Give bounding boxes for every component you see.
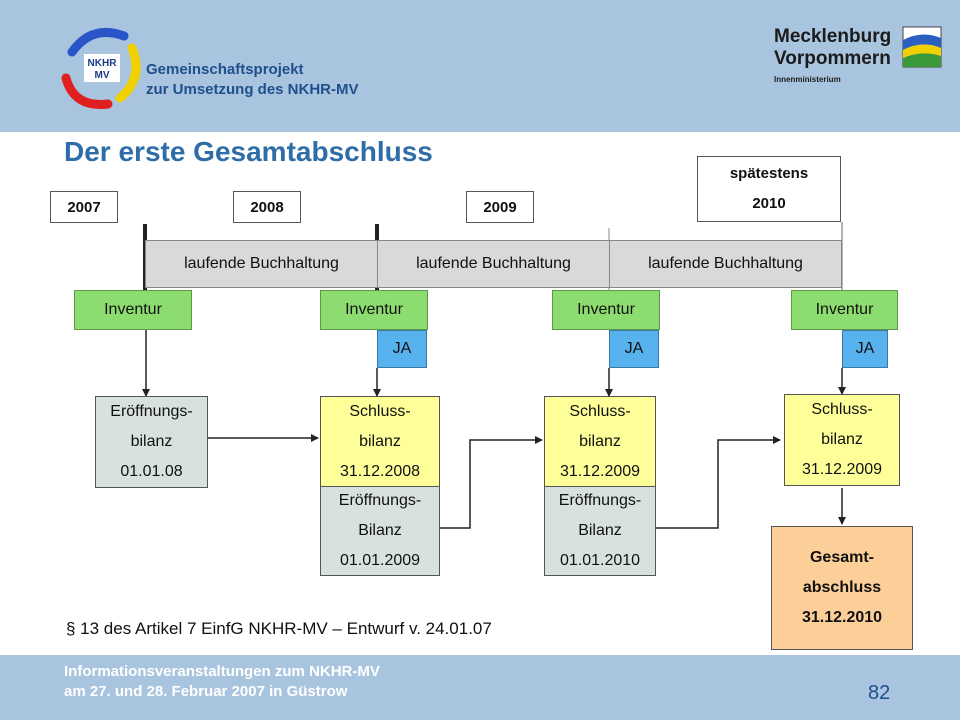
eroeffnung-2010-line1: Eröffnungs- <box>558 492 642 509</box>
schluss-2009-line2: bilanz <box>579 433 621 450</box>
inventur-box-2: Inventur <box>320 290 428 330</box>
footer-caption <box>64 662 380 702</box>
eroeffnung-2009-line3: 01.01.2009 <box>339 552 421 569</box>
inventur-box-4: Inventur <box>791 290 898 330</box>
schlussbilanz-final <box>784 394 900 486</box>
arrow-2009-to-schluss-2009 <box>440 440 542 528</box>
schlussbilanz-2008 <box>320 396 440 488</box>
gesamtabschluss-box <box>771 526 913 650</box>
logo-text-line1: NKHR <box>87 58 117 69</box>
eroeffnungsbilanz-first <box>95 396 208 488</box>
schluss-2008-line1: Schluss- <box>349 403 411 420</box>
final-label: spätestens <box>729 165 809 182</box>
mv-logo-subtitle: Innenministerium <box>774 75 841 84</box>
year-box-2008: 2008 <box>233 191 301 223</box>
legal-reference: § 13 des Artikel 7 EinfG NKHR-MV – Entwurf v. 24.01.07 <box>66 619 492 638</box>
eroeffnung-2010-line2: Bilanz <box>578 522 622 539</box>
schluss-final-line2: bilanz <box>821 431 863 448</box>
footer-line2: am 27. und 28. Februar 2007 in Güstrow <box>64 683 348 700</box>
eroeffnung-first-line3: 01.01.08 <box>120 463 183 480</box>
eroeffnung-2009-line1: Eröffnungs- <box>338 492 422 509</box>
gesamt-line3: 31.12.2010 <box>801 609 883 626</box>
project-line2: zur Umsetzung des NKHR-MV <box>146 81 359 98</box>
year-box-2009: 2009 <box>466 191 534 223</box>
schluss-2008-line2: bilanz <box>359 433 401 450</box>
arrow-2010-to-schluss-final <box>656 440 780 528</box>
final-year: 2010 <box>752 195 786 212</box>
schlussbilanz-2009 <box>544 396 656 488</box>
inventur-box-3: Inventur <box>552 290 660 330</box>
schluss-2009-line3: 31.12.2009 <box>559 463 641 480</box>
eroeffnung-2009-line2: Bilanz <box>358 522 402 539</box>
eroeffnung-first-line2: bilanz <box>130 433 173 450</box>
footer-line1: Informationsveranstaltungen zum NKHR-MV <box>64 663 380 680</box>
ja-box-2: JA <box>609 330 659 368</box>
logo-text-line2: MV <box>94 70 110 81</box>
mv-logo-line2: Vorpommern <box>774 48 891 69</box>
schluss-2009-line1: Schluss- <box>569 403 631 420</box>
eroeffnung-first-line1: Eröffnungs- <box>110 403 193 420</box>
page-title: Der erste Gesamtabschluss <box>64 136 433 167</box>
eroeffnungsbilanz-2010 <box>544 486 656 576</box>
gesamt-line1: Gesamt- <box>809 549 875 566</box>
inventur-box-1: Inventur <box>74 290 192 330</box>
ja-box-1: JA <box>377 330 427 368</box>
ja-box-3: JA <box>842 330 888 368</box>
schluss-2008-line3: 31.12.2008 <box>339 463 421 480</box>
schluss-final-line1: Schluss- <box>811 401 873 418</box>
schluss-final-line3: 31.12.2009 <box>801 461 883 478</box>
final-year-box <box>697 156 841 222</box>
mv-logo-line1: Mecklenburg <box>774 26 892 47</box>
eroeffnung-2010-line3: 01.01.2010 <box>559 552 641 569</box>
bookkeeping-period-1: laufende Buchhaltung <box>145 240 378 288</box>
page-number: 82 <box>868 682 891 704</box>
bookkeeping-period-3: laufende Buchhaltung <box>609 240 842 288</box>
eroeffnungsbilanz-2009 <box>320 486 440 576</box>
project-line1: Gemeinschaftsprojekt <box>146 61 304 78</box>
year-box-2007: 2007 <box>50 191 118 223</box>
bookkeeping-period-2: laufende Buchhaltung <box>377 240 610 288</box>
gesamt-line2: abschluss <box>802 579 882 596</box>
